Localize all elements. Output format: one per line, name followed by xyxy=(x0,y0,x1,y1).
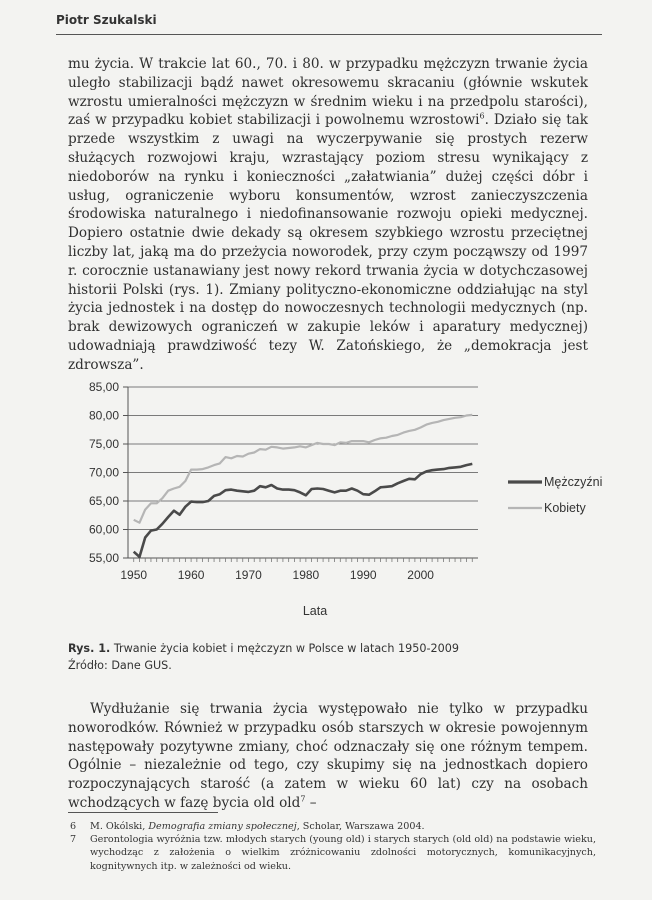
x-tick-label: 1990 xyxy=(349,568,377,582)
footnote-ref-6[interactable]: 6 xyxy=(479,111,485,121)
figure-title: Trwanie życia kobiet i mężczyzn w Polsce w latach 1950-2009 xyxy=(113,642,459,655)
y-tick-label: 70,00 xyxy=(88,465,119,480)
para2-text-a: Wydłużanie się trwania życia występowało nie tylko w przypadku noworodków. Również w przypadku osób starszych w okresie powojennym następowały pozytywne zmiany, choć odznaczały się one różnym tempem. Ogólnie – niezależnie od tego, czy skupimy się na jednostkach dopiero rozpoczynających starość (a zatem w wieku 60 lat) czy na osobach wchodzących w fazę bycia old old xyxy=(68,701,588,811)
footnote-book-title: Demografia zmiany społecznej xyxy=(148,821,297,832)
figure-source: Źródło: Dane GUS. xyxy=(68,658,172,672)
footnote-number: 6 xyxy=(70,821,77,832)
y-tick-label: 85,00 xyxy=(88,380,119,394)
x-axis-title: Lata xyxy=(302,604,328,618)
y-tick-label: 80,00 xyxy=(88,408,119,423)
figure-label: Rys. 1. xyxy=(68,642,111,655)
x-tick-label: 2000 xyxy=(407,568,434,582)
footnote-text: Gerontologia wyróżnia tzw. młodych starych (young old) i starych starych (old old) na podstawie wieku, wychodząc z założenia o wielkim zróżnicowaniu zdolności motorycznych, komunikacyjnych, kognitywnych itp. w zależności od wieku. xyxy=(90,834,596,872)
footnote-text-end: , Scholar, Warszawa 2004. xyxy=(296,821,425,832)
footnote-text: M. Okólski, xyxy=(90,821,149,832)
y-tick-label: 75,00 xyxy=(88,437,119,451)
series-line-mezczyzni xyxy=(134,464,473,557)
footnote-7 xyxy=(68,833,596,873)
x-tick-label: 1970 xyxy=(235,568,262,582)
y-tick-label: 65,00 xyxy=(88,494,119,508)
x-tick-label: 1980 xyxy=(292,568,320,582)
y-tick-label: 55,00 xyxy=(88,551,119,565)
legend-label: Kobiety xyxy=(544,501,586,515)
header-rule xyxy=(56,34,602,35)
para1-text-a: mu życia. W trakcie lat 60., 70. i 80. w przypadku mężczyzn trwanie życia uległo stabilizacji bądź nawet okresowemu skracaniu (głównie wskutek wzrostu umieralności mężczyzn w średnim wieku i na przedpolu starości), zaś w przypadku kobiet stabilizacji i powolnemu wzrostowi xyxy=(68,56,588,129)
footnote-number: 7 xyxy=(70,834,77,846)
footnote-6 xyxy=(68,820,596,833)
x-tick-label: 1960 xyxy=(177,568,205,582)
y-tick-label: 60,00 xyxy=(88,522,119,537)
para1-text-b: . Działo się tak przede wszystkim z uwagi na wyczerpywanie się prostych rezerw służących rozwojowi kraju, wzrastający poziom stresu wynikający z niedoborów na rynku i konieczności „załatwiania” dużej części dóbr i usług, ograniczenie wyboru konsumentów, wzrost zanieczyszczenia środowiska naturalnego i niedofinansowanie rozwoju opieki medycznej. Dopiero ostatnie dwie dekady są okresem szybkiego wzrostu przeciętnej liczby lat, jaką ma do przeżycia noworodek, przy czym począwszy od 1997 r. corocznie ustanawiany jest nowy rekord trwania życia w dotychczasowej historii Polski (rys. 1). Zmiany polityczno-ekonomiczne oddziałując na styl życia jednostek i na dostęp do nowoczesnych technologii medycznych (np. brak dewizowych ograniczeń w zakupie leków i aparatury medycznej) udowadniają prawdziwość tezy W. Zatońskiego, że „demokracja jest zdrowsza”. xyxy=(68,112,588,373)
body-paragraph-2 xyxy=(68,700,588,813)
life-expectancy-chart xyxy=(60,370,620,632)
para2-text-b: – xyxy=(305,794,317,811)
legend-label: Mężczyźni xyxy=(544,475,603,489)
footnote-ref-7[interactable]: 7 xyxy=(300,794,306,804)
figure-caption xyxy=(68,641,459,674)
footnote-rule xyxy=(68,812,218,813)
x-tick-label: 1950 xyxy=(120,568,148,582)
footnotes xyxy=(68,820,596,873)
running-header-author: Piotr Szukalski xyxy=(56,13,157,27)
body-paragraph-1 xyxy=(68,55,588,375)
